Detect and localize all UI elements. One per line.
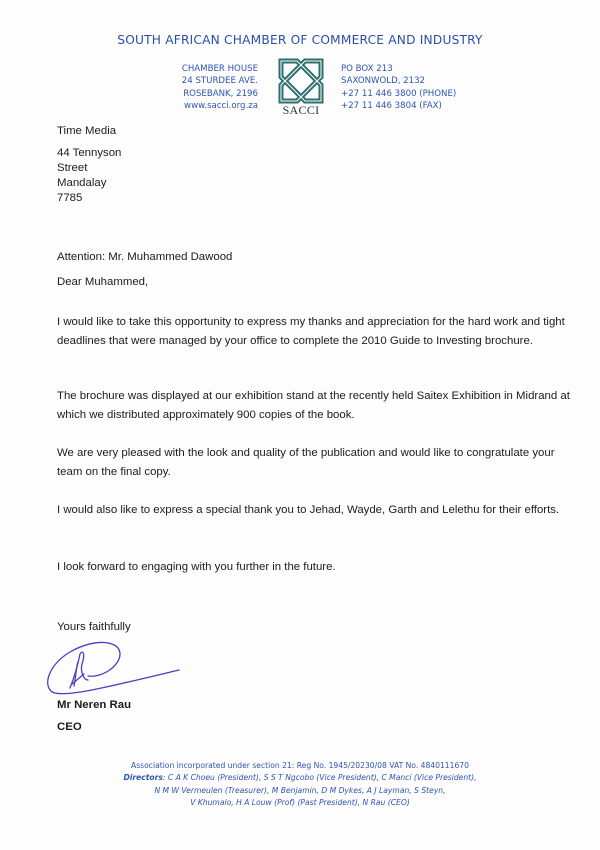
recipient-address-line: 7785 (57, 192, 83, 204)
recipient-block (57, 124, 121, 206)
salutation: Dear Muhammed, (57, 276, 149, 288)
phone-number: +27 11 446 3800 (PHONE) (341, 88, 457, 99)
recipient-address-line: Mandalay (57, 177, 107, 189)
paragraph: We are very pleased with the look and quality of the publication and would like to congratulate your team on the final copy. (57, 447, 555, 478)
address-line: SAXONWOLD, 2132 (341, 76, 426, 87)
address-line: PO BOX 213 (341, 64, 393, 74)
signer-name: Mr Neren Rau (57, 699, 132, 711)
logo-text: SACCI (282, 103, 320, 117)
directors-line: N M W Vermeulen (Treasurer), M Benjamin, D M Dykes, A J Layman, S Steyn, (154, 785, 446, 795)
address-line: 24 STURDEE AVE. (181, 76, 258, 87)
recipient-company: Time Media (57, 125, 117, 137)
paragraph: The brochure was displayed at our exhibition stand at the recently held Saitex Exhibition in Midrand at which we distributed approximately 900 copies of the book. (57, 390, 570, 421)
paragraph: I look forward to engaging with you further in the future. (57, 561, 336, 573)
recipient-address-line: 44 Tennyson (57, 147, 122, 159)
address-right (341, 63, 491, 113)
address-line: ROSEBANK, 2196 (183, 88, 258, 99)
closing: Yours faithfully (57, 621, 131, 633)
paragraph: I would like to take this opportunity to express my thanks and appreciation for the hard work and tight deadlines that were managed by your office to complete the 2010 Guide to Investing brochure. (57, 316, 565, 347)
directors-line: V Khumalo, H A Louw (Prof) (Past President), N Rau (CEO) (190, 798, 410, 808)
fax-number: +27 11 446 3804 (FAX) (341, 101, 442, 112)
attention-line: Attention: Mr. Muhammed Dawood (57, 251, 233, 263)
recipient-address-line: Street (57, 162, 88, 174)
address-left (150, 63, 258, 113)
directors-text: : C A K Choeu (President), S S T Ngcobo (Vice President), C Manci (Vice President), (162, 773, 477, 783)
signer-title: CEO (57, 721, 82, 733)
signature-icon (44, 640, 184, 700)
directors-label: Directors (123, 773, 163, 783)
address-line: CHAMBER HOUSE (181, 64, 258, 74)
footer (0, 760, 600, 810)
registration-info: Association incorporated under section 21: Reg No. 1945/20230/08 VAT No. 4840111670 (131, 761, 469, 770)
website-link[interactable]: www.sacci.org.za (184, 101, 258, 112)
directors-line (0, 772, 600, 784)
organization-name: SOUTH AFRICAN CHAMBER OF COMMERCE AND INDUSTRY (117, 33, 483, 47)
paragraph: I would also like to express a special thank you to Jehad, Wayde, Garth and Lelethu for their efforts. (57, 504, 560, 516)
